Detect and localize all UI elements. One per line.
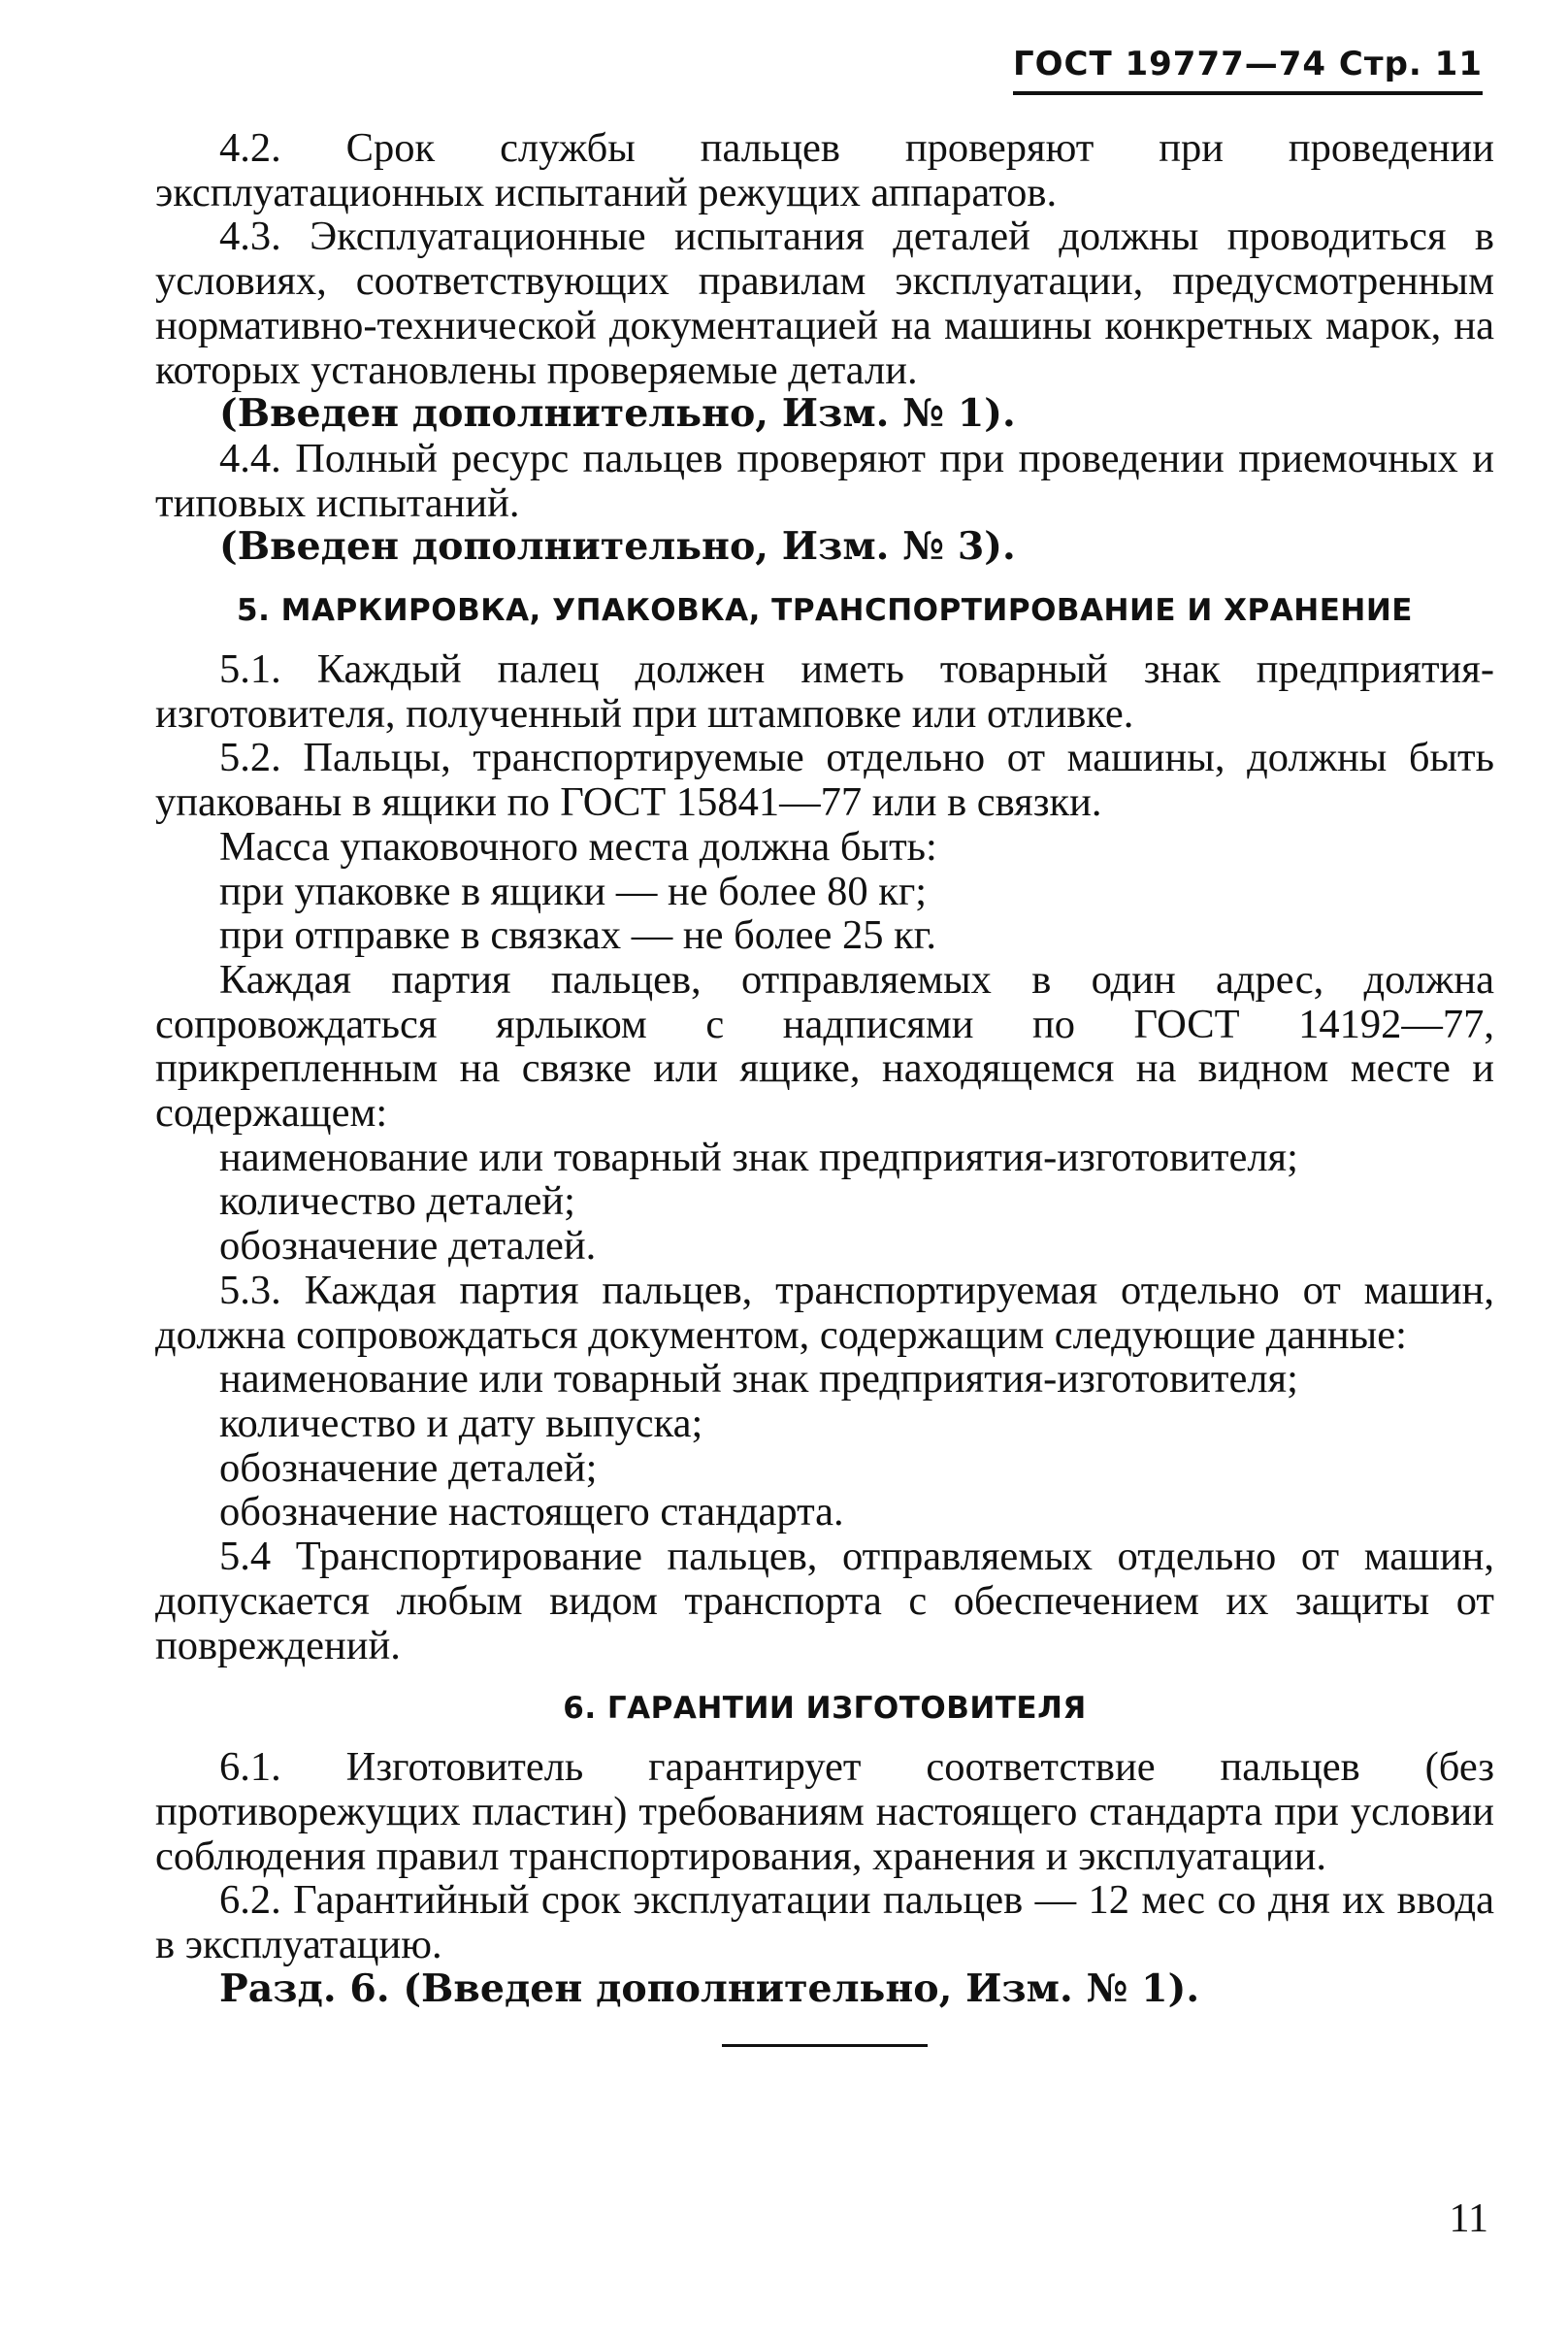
clause-5-4: 5.4 Транспортирование пальцев, отправляемых отдельно от машин, допускается любым видом транспорта с обеспечением их защиты от повреждений. [155, 1534, 1494, 1668]
label-item: наименование или товарный знак предприятия-изготовителя; [219, 1134, 1298, 1180]
document-item: обозначение настоящего стандарта. [219, 1489, 844, 1535]
clause-4-2: 4.2. Срок службы пальцев проверяют при проведении эксплуатационных испытаний режущих аппаратов. [155, 125, 1494, 215]
section-5-heading: 5. МАРКИРОВКА, УПАКОВКА, ТРАНСПОРТИРОВАНИЕ И ХРАНЕНИЕ [237, 593, 1413, 629]
clause-4-3: 4.3. Эксплуатационные испытания деталей должны проводиться в условиях, соответствующих правилам эксплуатации, предусмотренным нормативно-технической документацией на машины конкретных марок, на которых установлены проверяемые детали. [155, 214, 1494, 393]
amendment-note-1: (Введен дополнительно, Изм. № 1). [219, 391, 1016, 437]
package-mass-intro: Масса упаковочного места должна быть: [219, 823, 937, 870]
batch-label-paragraph: Каждая партия пальцев, отправляемых в один адрес, должна сопровождаться ярлыком с надписями по ГОСТ 14192—77, прикрепленным на связке или ящике, находящемся на видном месте и содержащем: [155, 956, 1494, 1137]
package-mass-box: при упаковке в ящики — не более 80 кг; [219, 868, 928, 914]
clause-5-2: 5.2. Пальцы, транспортируемые отдельно от машины, должны быть упакованы в ящики по ГОСТ 15841—77 или в связки. [155, 735, 1494, 826]
document-item: наименование или товарный знак предприятия-изготовителя; [219, 1356, 1298, 1403]
package-mass-bundle: при отправке в связках — не более 25 кг. [219, 912, 937, 959]
document-item: количество и дату выпуска; [219, 1400, 703, 1446]
running-header: ГОСТ 19777—74 Стр. 11 [1013, 45, 1483, 95]
clause-5-3: 5.3. Каждая партия пальцев, транспортируемая отдельно от машин, должна сопровождаться документом, содержащим следующие данные: [155, 1267, 1494, 1358]
clause-4-4: 4.4. Полный ресурс пальцев проверяют при проведении приемочных и типовых испытаний. [155, 435, 1494, 526]
page-number: 11 [1449, 2196, 1488, 2241]
clause-6-2: 6.2. Гарантийный срок эксплуатации пальцев — 12 мес со дня их ввода в эксплуатацию. [155, 1877, 1494, 1968]
clause-5-1: 5.1. Каждый палец должен иметь товарный знак предприятия-изготовителя, полученный при штамповке или отливке. [155, 646, 1494, 737]
section-6-amendment-note: Разд. 6. (Введен дополнительно, Изм. № 1). [219, 1965, 1200, 2011]
document-item: обозначение деталей; [219, 1444, 598, 1491]
page-body [155, 126, 1494, 2047]
label-item: количество деталей; [219, 1178, 575, 1225]
section-6-heading: 6. ГАРАНТИИ ИЗГОТОВИТЕЛЯ [563, 1691, 1087, 1727]
closing-divider [722, 2044, 928, 2047]
label-item: обозначение деталей. [219, 1223, 597, 1270]
clause-6-1: 6.1. Изготовитель гарантирует соответствие пальцев (без противорежущих пластин) требованиям настоящего стандарта при условии соблюдения правил транспортирования, хранения и эксплуатации. [155, 1744, 1494, 1879]
amendment-note-3: (Введен дополнительно, Изм. № 3). [219, 524, 1016, 570]
